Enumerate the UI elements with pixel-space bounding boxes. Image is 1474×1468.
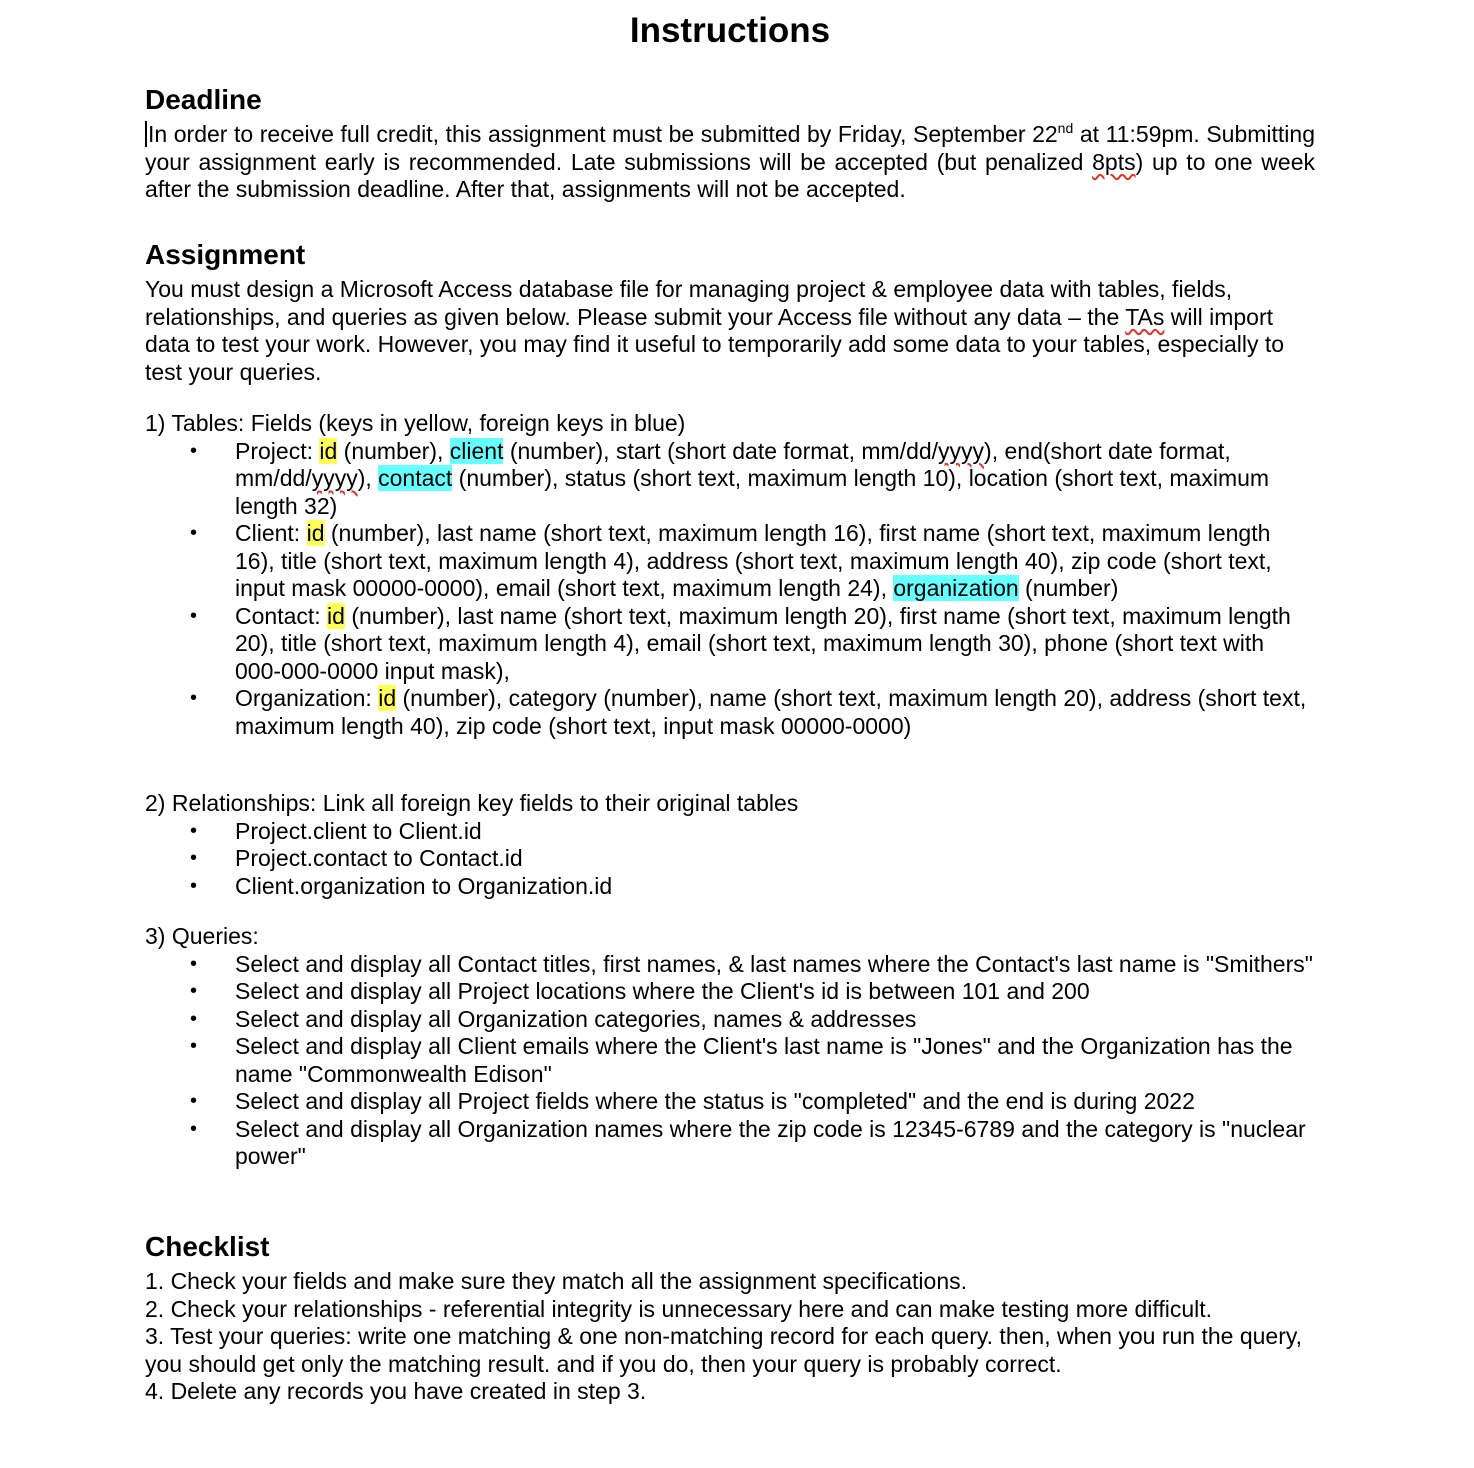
list-item: • Contact: id (number), last name (short text, maximum length 20), first name (short text, maximum length 20), title (short text, maximum length 4), email (short text, maximum length 30), phone (short text with 000-000-0000 input mask), [145, 603, 1315, 686]
key-highlight: id [319, 437, 338, 464]
list-item: • Select and display all Project locations where the Client's id is between 101 and 200 [145, 978, 1315, 1006]
spellcheck-word-yyyy[interactable]: yyyy [311, 465, 358, 491]
relationships-section [145, 790, 1315, 900]
list-item: • Select and display all Organization names where the zip code is 12345-6789 and the category is "nuclear power" [145, 1116, 1315, 1171]
checklist-item: 3. Test your queries: write one matching & one non-matching record for each query. then, when you run the query, you should get only the matching result. and if you do, then your query is probably correct. [145, 1323, 1303, 1377]
checklist-item: 2. Check your relationships - referential integrity is unnecessary here and can make testing more difficult. [145, 1295, 1213, 1322]
deadline-heading: Deadline [145, 84, 262, 115]
spellcheck-word-tas[interactable]: TAs [1125, 303, 1165, 330]
deadline-section [145, 82, 1315, 204]
spellcheck-word-yyyy[interactable]: yyyy [938, 437, 985, 464]
tables-section [145, 410, 1315, 740]
assignment-heading: Assignment [145, 239, 306, 270]
foreign-key-highlight: contact [378, 465, 453, 491]
list-item: • Select and display all Contact titles, first names, & last names where the Contact's last name is "Smithers" [145, 951, 1315, 979]
ordinal-suffix: nd [1057, 120, 1074, 136]
list-item: • Client.organization to Organization.id [145, 873, 1315, 901]
list-item: • Organization: id (number), category (number), name (short text, maximum length 20), address (short text, maximum length 40), zip code (short text, input mask 00000-0000) [145, 685, 1315, 740]
tables-heading: 1) Tables: Fields (keys in yellow, foreign keys in blue) [145, 410, 686, 436]
tables-list [145, 438, 1315, 741]
list-item: • Client: id (number), last name (short text, maximum length 16), first name (short text, maximum length 16), title (short text, maximum length 4), address (short text, maximum length 40), zip code (short text, input mask 00000-0000), email (short text, maximum length 24), organization (number) [145, 520, 1315, 603]
text-cursor [145, 121, 147, 147]
list-item: • Project: id (number), client (number), start (short date format, mm/dd/yyyy), end(short date format, mm/dd/yyyy), contact (number), status (short text, maximum length 10), location (short text, maximum length 32) [145, 438, 1315, 521]
queries-heading: 3) Queries: [145, 923, 259, 949]
checklist-item: 4. Delete any records you have created in step 3. [145, 1378, 647, 1404]
foreign-key-highlight: organization [893, 575, 1019, 601]
key-highlight: id [306, 520, 325, 546]
page-title: Instructions [629, 11, 831, 50]
list-item: • Select and display all Organization categories, names & addresses [145, 1006, 1315, 1034]
list-item: • Select and display all Client emails where the Client's last name is "Jones" and the Organization has the name "Commonwealth Edison" [145, 1033, 1315, 1088]
queries-list [145, 951, 1315, 1171]
list-item: • Project.contact to Contact.id [145, 845, 1315, 873]
checklist-heading: Checklist [145, 1231, 270, 1262]
assignment-intro: You must design a Microsoft Access database file for managing project & employee data with tables, fields, relationships, and queries as given below. Please submit your Access file without any data – the TAs will import data to test your work. However, you may find it useful to temporarily add some data to your tables, especially to test your queries. [145, 276, 1285, 385]
checklist-items [145, 1268, 1315, 1406]
spellcheck-word-8pts[interactable]: 8pts [1092, 148, 1136, 175]
key-highlight: id [327, 602, 345, 629]
foreign-key-highlight: client [449, 437, 504, 464]
queries-section [145, 923, 1315, 1171]
assignment-section [145, 237, 1315, 386]
key-highlight: id [378, 685, 397, 711]
deadline-paragraph[interactable]: In order to receive full credit, this assignment must be submitted by Friday, September 22nd at 11:59pm. Submitting your assignment early is recommended. Late submissions will be accepted (but penalized 8pts) up to one week after the submission deadline. After that, assignments will not be accepted. [145, 120, 1315, 202]
checklist-item: 1. Check your fields and make sure they match all the assignment specifications. [145, 1268, 968, 1294]
list-item: • Select and display all Project fields where the status is "completed" and the end is during 2022 [145, 1088, 1315, 1116]
relationships-list [145, 818, 1315, 901]
checklist-section [145, 1229, 1315, 1406]
relationships-heading: 2) Relationships: Link all foreign key fields to their original tables [145, 790, 799, 816]
list-item: • Project.client to Client.id [145, 818, 1315, 846]
